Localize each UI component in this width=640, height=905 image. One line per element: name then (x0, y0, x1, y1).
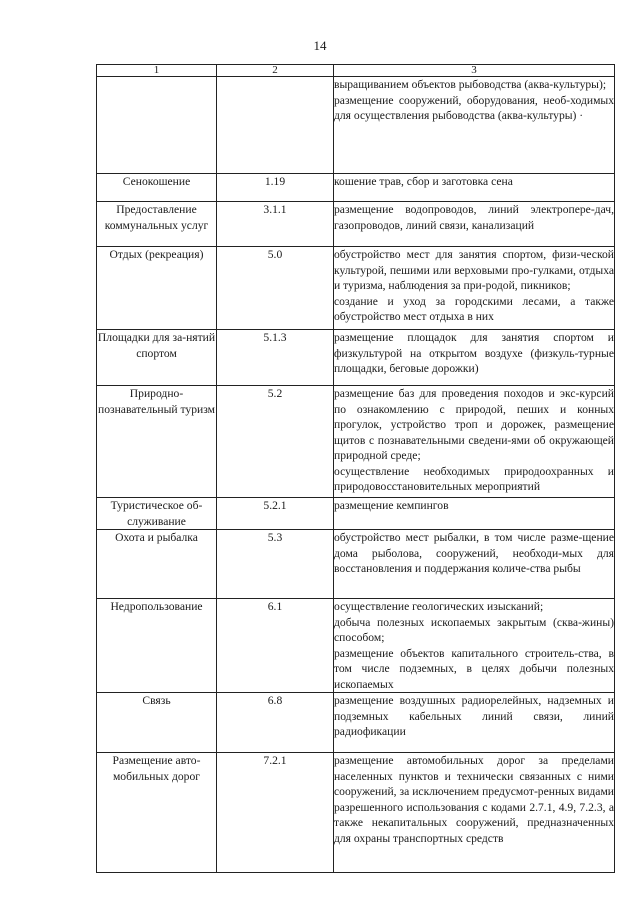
row-description (334, 202, 615, 247)
row-code: 3.1.1 (217, 202, 334, 247)
row-code: 5.2.1 (217, 498, 334, 530)
description-line: размещение площадок для занятия спортом и физкультурой на открытом воздухе (физкуль-турные площадки, беговые дорожки) (334, 331, 614, 375)
row-name: Предоставление коммунальных услуг (97, 202, 217, 247)
row-name: Недропользование (97, 599, 217, 693)
table-row (97, 174, 615, 202)
description-line: размещение водопроводов, линий электропере-дач, газопроводов, линий связи, канализаций (334, 203, 614, 232)
table-row (97, 77, 615, 174)
table-row (97, 386, 615, 498)
table-header-row (97, 65, 615, 77)
description-line: размещение воздушных радиорелейных, надземных и подземных кабельных линий связи, линий радиофикации (334, 694, 614, 738)
table-row (97, 498, 615, 530)
column-header-3: 3 (334, 65, 615, 77)
row-code: 5.0 (217, 247, 334, 330)
row-description (334, 753, 615, 873)
table-row (97, 202, 615, 247)
row-description (334, 498, 615, 530)
description-line: размещение баз для проведения походов и экс-курсий по ознакомлению с природой, пеших и конных прогулок, устройство троп и дорожек, размещение щитов с познавательными сведени-ями об окружающей природной среде; (334, 387, 614, 462)
row-code: 6.1 (217, 599, 334, 693)
table-row (97, 530, 615, 599)
row-code: 6.8 (217, 693, 334, 753)
description-line: выращиванием объектов рыбоводства (аква-культуры); (334, 78, 607, 91)
row-description (334, 330, 615, 386)
row-code: 5.1.3 (217, 330, 334, 386)
row-name: Площадки для за-нятий спортом (97, 330, 217, 386)
row-code: 5.3 (217, 530, 334, 599)
description-line: обустройство мест рыбалки, в том числе разме-щение дома рыболова, сооружений, необходи-мых для восстановления и поддержания количе-ства рыбы (334, 531, 614, 575)
description-line: осуществление необходимых природоохранных и природовосстановительных мероприятий (334, 464, 614, 493)
row-name: Отдых (рекреация) (97, 247, 217, 330)
row-description (334, 247, 615, 330)
row-description (334, 174, 615, 202)
row-name (97, 77, 217, 174)
row-description (334, 693, 615, 753)
description-line: обустройство мест для занятия спортом, физи-ческой культурой, пешими или верховыми про-гулками, отдыха и туризма, наблюдения за при-родой, пикников; (334, 248, 614, 292)
row-name: Размещение авто-мобильных дорог (97, 753, 217, 873)
row-code: 7.2.1 (217, 753, 334, 873)
row-name: Связь (97, 693, 217, 753)
table-row (97, 753, 615, 873)
row-code: 1.19 (217, 174, 334, 202)
row-description (334, 77, 615, 174)
table-row (97, 247, 615, 330)
description-line: осуществление геологических изысканий; (334, 600, 544, 613)
page-number: 14 (313, 38, 327, 53)
land-use-table (96, 64, 615, 873)
row-name: Охота и рыбалка (97, 530, 217, 599)
row-name: Природно-познавательный туризм (97, 386, 217, 498)
column-header-1: 1 (97, 65, 217, 77)
description-line: размещение сооружений, оборудования, необ-ходимых для осуществления рыбоводства (аква-культуры) · (334, 93, 614, 122)
description-line: размещение кемпингов (334, 499, 449, 512)
table-row (97, 599, 615, 693)
description-line: добыча полезных ископаемых закрытым (сква-жины) способом; (334, 615, 614, 644)
description-line: размещение автомобильных дорог за пределами населенных пунктов и технически связанных с ними сооружений, за исключением предусмот-ренных видами разрешенного использования с кодами 2.7.1, 4.9, 7.2.3, а также некапитальных сооружений, предназначенных для охраны транспортных средств (334, 754, 614, 845)
row-code: 5.2 (217, 386, 334, 498)
row-name: Туристическое об-служивание (97, 498, 217, 530)
table-row (97, 693, 615, 753)
row-code (217, 77, 334, 174)
row-description (334, 386, 615, 498)
description-line: кошение трав, сбор и заготовка сена (334, 175, 513, 188)
description-line: размещение объектов капитального строитель-ства, в том числе подземных, в целях добычи полезных ископаемых (334, 646, 614, 691)
description-line: создание и уход за городскими лесами, а также обустройство мест отдыха в них (334, 294, 614, 323)
row-description (334, 599, 615, 693)
row-description (334, 530, 615, 599)
table-row (97, 330, 615, 386)
row-name: Сенокошение (97, 174, 217, 202)
column-header-2: 2 (217, 65, 334, 77)
